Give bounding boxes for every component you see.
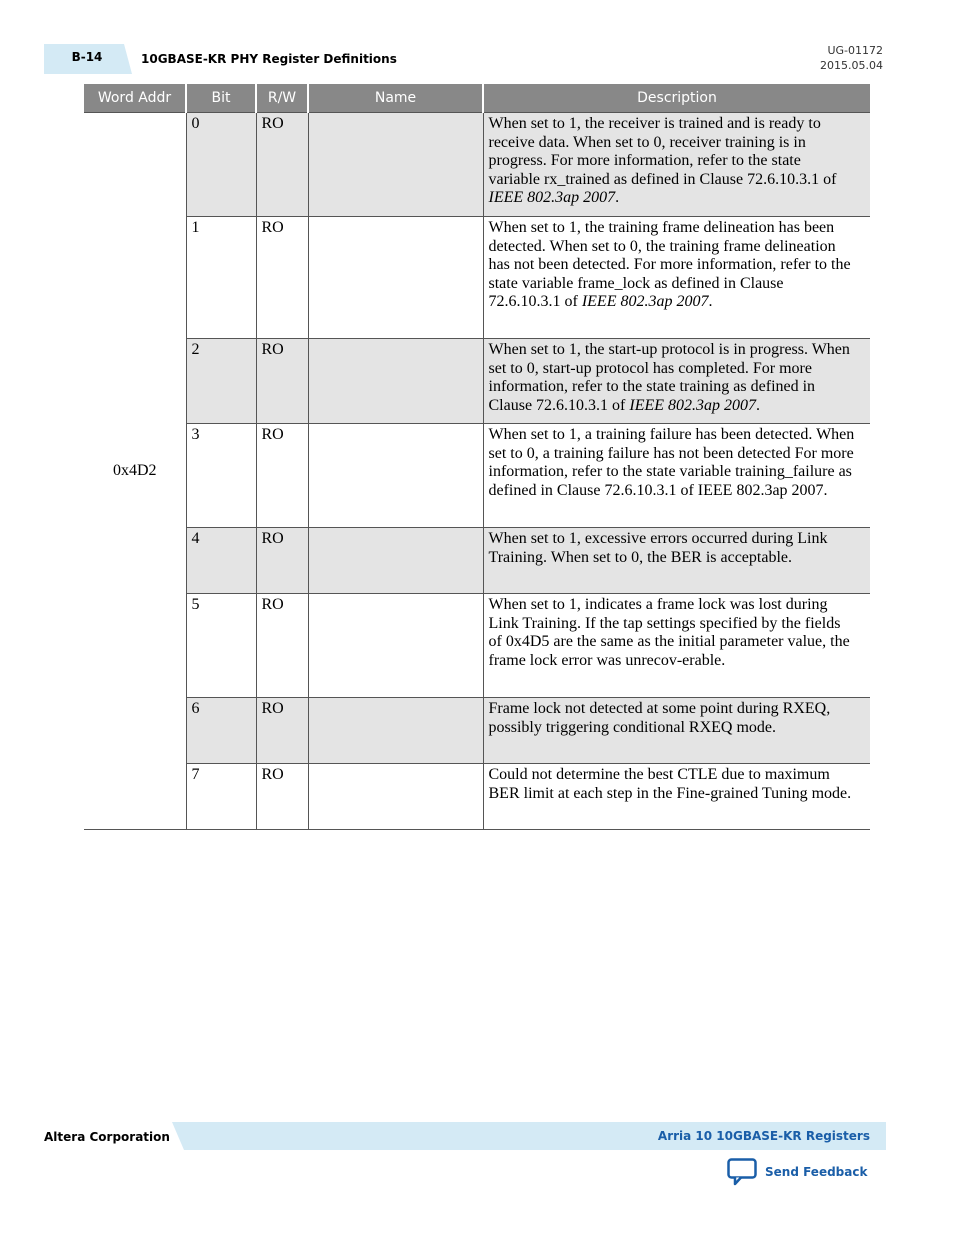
register-table	[84, 84, 870, 830]
table-row	[84, 528, 870, 594]
table-row	[84, 113, 870, 217]
name-cell	[308, 113, 483, 217]
table-row	[84, 698, 870, 764]
footer-doc-title[interactable]: Arria 10 10GBASE-KR Registers	[657, 1129, 870, 1143]
section-title: 10GBASE-KR PHY Register Definitions	[141, 52, 397, 66]
send-feedback-link[interactable]	[727, 1158, 867, 1186]
description-text: When set to 1, indicates a frame lock was lost during Link Training. If the tap settings specified by the fields of 0x4D5 are the same as the initial parameter value, the frame lock error was unrecov-erable.	[488, 596, 850, 669]
description-text: Could not determine the best CTLE due to maximum BER limit at each step in the Fine-grained Tuning mode.	[488, 766, 852, 802]
bit-cell: 0	[186, 113, 256, 217]
rw-cell: RO	[256, 764, 308, 830]
description-ref: IEEE 802.3ap 2007	[581, 293, 709, 310]
description-text: Frame lock not detected at some point during RXEQ, possibly triggering conditional RXEQ mode.	[488, 700, 831, 736]
description-text: When set to 1, the training frame delineation has been detected. When set to 0, the training frame delineation has not been detected. For more information, refer to the state variable frame_lock as defined in Clause 72.6.10.3.1 of	[488, 219, 851, 310]
rw-cell: RO	[256, 594, 308, 698]
rw-cell: RO	[256, 698, 308, 764]
description-cell	[483, 528, 870, 594]
name-cell	[308, 764, 483, 830]
page-number: B-14	[71, 50, 103, 64]
bit-cell: 2	[186, 339, 256, 424]
rw-cell: RO	[256, 424, 308, 528]
table-header-row	[84, 84, 870, 113]
description-text: When set to 1, the start-up protocol is in progress. When set to 0, start-up protocol has completed. For more information, refer to the state training as defined in Clause 72.6.10.3.1 of	[488, 341, 850, 414]
send-feedback-label: Send Feedback	[765, 1165, 868, 1179]
rw-cell: RO	[256, 339, 308, 424]
col-name: Name	[308, 84, 483, 113]
table-row	[84, 594, 870, 698]
description-cell	[483, 764, 870, 830]
rw-cell: RO	[256, 217, 308, 339]
name-cell	[308, 594, 483, 698]
description-cell	[483, 594, 870, 698]
name-cell	[308, 698, 483, 764]
description-text: When set to 1, a training failure has been detected. When set to 0, a training failure has not been detected For more information, refer to the state variable training_failure as defined in Clause 72.6.10.3.1 of IEEE 802.3ap 2007.	[488, 426, 855, 499]
bit-cell: 1	[186, 217, 256, 339]
description-text: When set to 1, the receiver is trained and is ready to receive data. When set to 0, receiver training is in progress. For more information, refer to the state variable rx_trained as defined in Clause 72.6.10.3.1 of	[488, 115, 837, 188]
col-bit: Bit	[186, 84, 256, 113]
bit-cell: 3	[186, 424, 256, 528]
description-cell	[483, 698, 870, 764]
col-word-addr: Word Addr	[84, 84, 186, 113]
description-end: .	[756, 396, 761, 414]
rw-cell: RO	[256, 528, 308, 594]
table-row	[84, 217, 870, 339]
description-cell	[483, 113, 870, 217]
rw-cell: RO	[256, 113, 308, 217]
col-rw: R/W	[256, 84, 308, 113]
description-end: .	[615, 189, 620, 206]
description-cell	[483, 424, 870, 528]
bit-cell: 5	[186, 594, 256, 698]
bit-cell: 6	[186, 698, 256, 764]
company-name: Altera Corporation	[44, 1130, 170, 1144]
description-cell	[483, 217, 870, 339]
description-cell	[483, 339, 870, 424]
table-row	[84, 339, 870, 424]
doc-id: UG-01172	[827, 44, 883, 57]
bit-cell: 7	[186, 764, 256, 830]
name-cell	[308, 528, 483, 594]
doc-date: 2015.05.04	[820, 59, 883, 72]
description-end: .	[708, 293, 713, 310]
doc-meta	[820, 43, 883, 73]
col-description: Description	[483, 84, 870, 113]
word-addr-cell: 0x4D2	[84, 113, 186, 830]
description-ref: IEEE 802.3ap 2007	[629, 396, 757, 414]
description-text: When set to 1, excessive errors occurred during Link Training. When set to 0, the BER is acceptable.	[488, 530, 828, 566]
table-row	[84, 424, 870, 528]
name-cell	[308, 339, 483, 424]
name-cell	[308, 424, 483, 528]
table-row	[84, 764, 870, 830]
speech-bubble-icon	[727, 1158, 757, 1186]
description-ref: IEEE 802.3ap 2007	[488, 189, 616, 206]
bit-cell: 4	[186, 528, 256, 594]
name-cell	[308, 217, 483, 339]
